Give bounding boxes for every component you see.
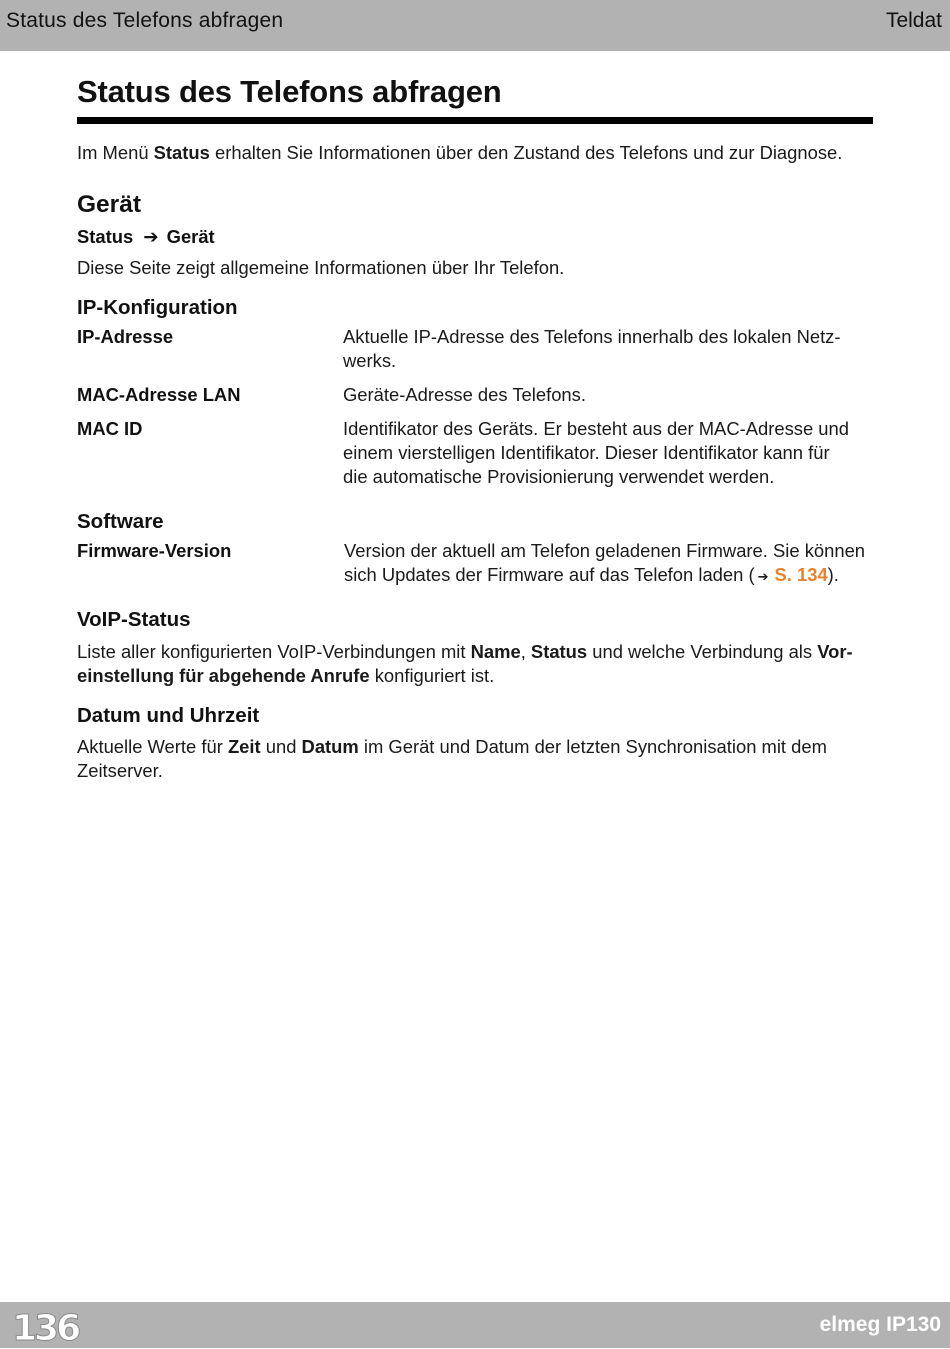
definition-line: Aktuelle IP-Adresse des Telefons innerhalb des lokalen Netz- <box>343 326 841 347</box>
text: Aktuelle Werte für <box>77 736 228 757</box>
definition-line-with-link <box>344 563 876 589</box>
bold-status: Status <box>530 641 588 662</box>
definition-ip-adresse <box>343 325 875 373</box>
text: konfiguriert ist. <box>369 665 495 686</box>
subheading-software: Software <box>77 510 164 533</box>
text: , <box>520 641 531 662</box>
bold-name: Name <box>470 641 521 662</box>
intro-text-2: erhalten Sie Informationen über den Zustand des Telefons und zur Diagnose. <box>209 142 843 163</box>
subheading-voip-status: VoIP-Status <box>77 608 191 631</box>
menu-path-status: Status <box>77 226 134 247</box>
definition-text: ). <box>827 564 839 585</box>
page-title: Status des Telefons abfragen <box>77 74 502 109</box>
subheading-ip-konfiguration: IP-Konfiguration <box>77 296 238 319</box>
bold-zeit: Zeit <box>227 736 261 757</box>
text: im Gerät und Datum der letzten Synchronisation mit dem <box>358 736 827 757</box>
definition-mac-adresse-lan <box>343 383 875 407</box>
definition-mac-id <box>343 417 875 489</box>
definition-line: die automatische Provisionierung verwendet werden. <box>343 466 775 487</box>
page-reference-link[interactable]: S. 134 <box>774 564 828 585</box>
paragraph-line: Zeitserver. <box>77 760 163 781</box>
text: und <box>260 736 302 757</box>
definition-line: werks. <box>343 350 397 371</box>
definition-line: Geräte-Adresse des Telefons. <box>343 384 586 405</box>
menu-path <box>77 226 215 248</box>
definition-line: Version der aktuell am Telefon geladenen Firmware. Sie können <box>344 540 866 561</box>
subheading-datum-uhrzeit: Datum und Uhrzeit <box>77 704 260 727</box>
term-firmware-version: Firmware-Version <box>77 540 232 561</box>
definition-line: Identifikator des Geräts. Er besteht aus der MAC-Adresse und <box>343 418 849 439</box>
paragraph-line <box>77 664 853 688</box>
page-number: 136 <box>12 1308 79 1349</box>
header-bar <box>0 0 950 51</box>
paragraph-line <box>77 640 853 664</box>
menu-path-geraet: Gerät <box>166 226 215 247</box>
definition-firmware-version <box>344 539 876 589</box>
header-brand: Teldat <box>885 9 942 32</box>
definition-line: einem vierstelligen Identifikator. Dieser Identifikator kann für <box>343 442 830 463</box>
voip-status-paragraph <box>77 640 853 688</box>
title-rule <box>77 117 873 124</box>
definition-text: sich Updates der Firmware auf das Telefon laden ( <box>344 564 755 585</box>
bold-voreinstellung: Vor- <box>817 641 853 662</box>
term-mac-id: MAC ID <box>77 418 143 439</box>
bold-datum: Datum <box>301 736 359 757</box>
header-section-title: Status des Telefons abfragen <box>6 9 284 32</box>
text: und welche Verbindung als <box>587 641 818 662</box>
product-name: elmeg IP130 <box>819 1313 941 1336</box>
intro-paragraph <box>77 141 842 165</box>
text: Liste aller konfigurierten VoIP-Verbindungen mit <box>77 641 471 662</box>
footer-bar <box>0 1302 950 1348</box>
term-mac-adresse-lan: MAC-Adresse LAN <box>77 384 241 405</box>
arrow-right-icon: ➔ <box>143 226 159 247</box>
paragraph-line <box>77 735 827 759</box>
geraet-description: Diese Seite zeigt allgemeine Informationen über Ihr Telefon. <box>77 257 565 278</box>
arrow-right-icon: ➔ <box>757 569 769 584</box>
intro-text-1: Im Menü <box>77 142 154 163</box>
intro-bold-status: Status <box>153 142 210 163</box>
term-ip-adresse: IP-Adresse <box>77 326 174 347</box>
datum-uhrzeit-paragraph <box>77 735 827 783</box>
bold-abgehende-anrufe: einstellung für abgehende Anrufe <box>77 665 370 686</box>
section-heading-geraet: Gerät <box>77 191 142 218</box>
